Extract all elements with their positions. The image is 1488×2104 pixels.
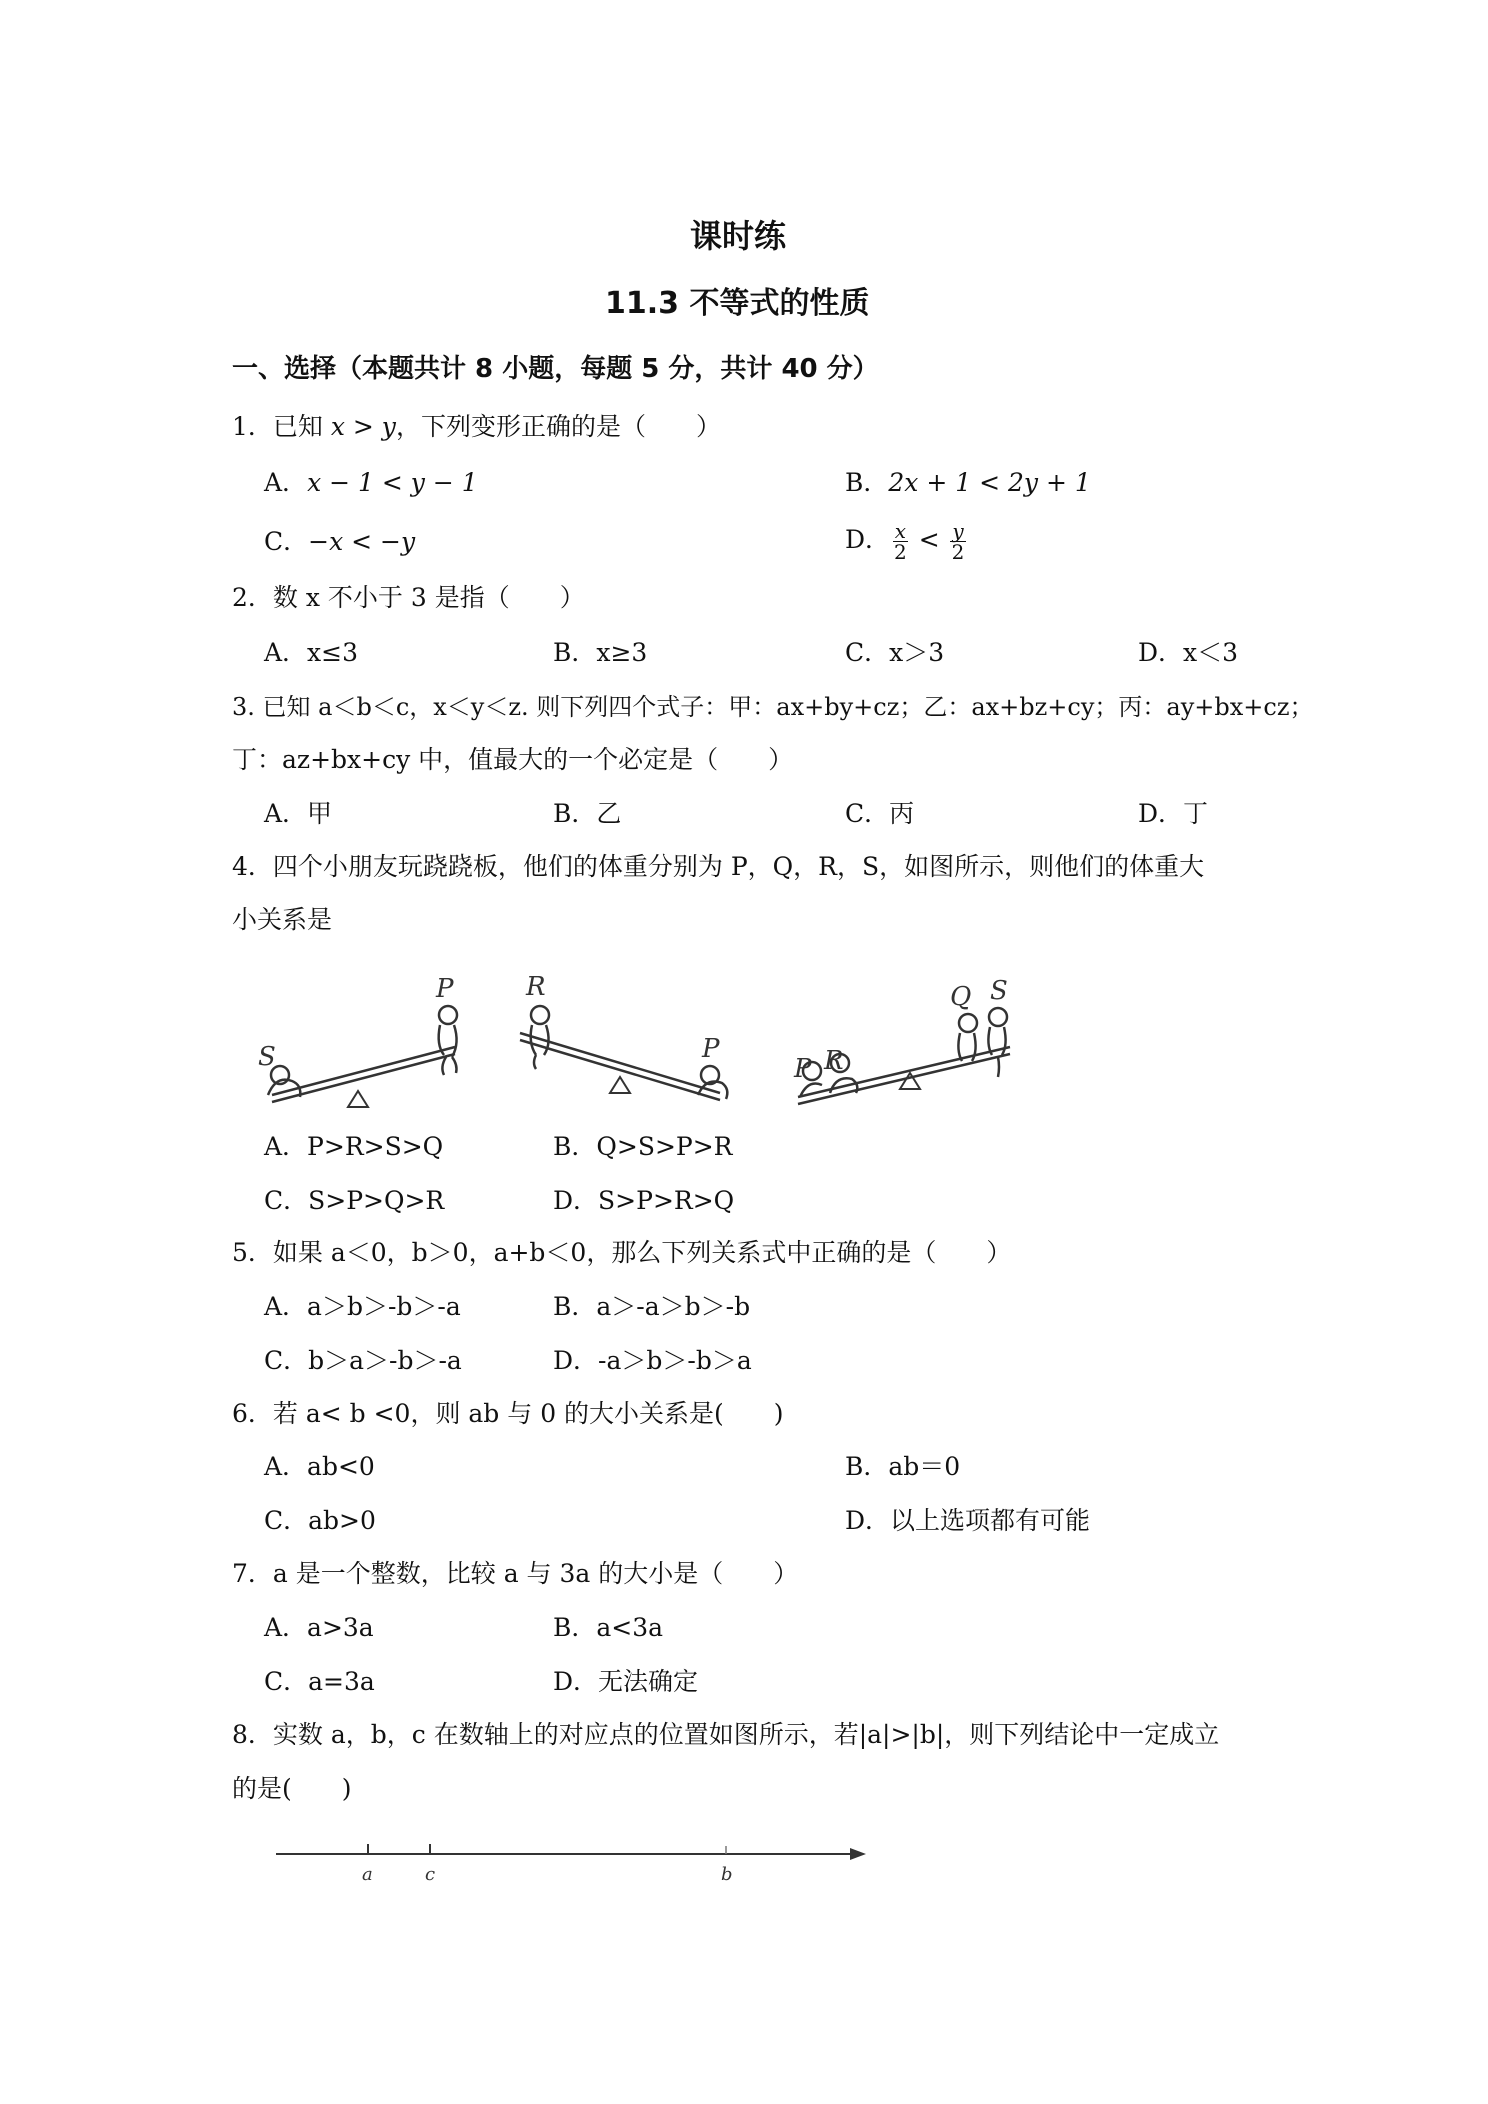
question-3-option-c: C．丙	[845, 799, 915, 828]
q1-stem-pre: 1．已知	[232, 412, 331, 441]
q1-d-less-than: <	[918, 525, 940, 554]
seesaw-1-label-p: P	[436, 974, 454, 1004]
q1-d-fraction-left: $\frac{x}{2}$	[894, 519, 907, 564]
q1-c-math: −x < −y	[308, 527, 416, 556]
question-4-option-c: C．S>P>Q>R	[264, 1186, 445, 1215]
question-3-option-d: D．丁	[1138, 799, 1209, 828]
seesaw-2-label-r: R	[526, 972, 546, 1002]
question-6-option-b: B．ab＝0	[845, 1452, 961, 1481]
question-3-option-b: B．乙	[553, 799, 622, 828]
question-4-line-2: 小关系是	[232, 905, 333, 934]
q1-d-fraction-right: $\frac{y}{2}$	[951, 519, 965, 564]
question-3-line-1: 3. 已知 a＜b＜c，x＜y＜z. 则下列四个式子：甲：ax+by+cz；乙：ax+bz+cy；丙：ay+bx+cz；	[232, 693, 1314, 721]
question-7-option-a: A．a>3a	[264, 1613, 374, 1642]
q1-a-label: A．	[264, 468, 308, 497]
question-5-option-d: D．-a＞b＞-b＞a	[553, 1346, 752, 1375]
seesaw-3-label-q: Q	[950, 982, 972, 1012]
document-subtitle: 11.3 不等式的性质	[605, 286, 870, 321]
question-6-option-d: D．以上选项都有可能	[845, 1506, 1091, 1535]
q1-stem-post: ，下列变形正确的是（ ）	[395, 412, 721, 441]
axis-label-c: c	[425, 1864, 436, 1885]
document-title: 课时练	[690, 217, 787, 255]
seesaw-3-label-r: R	[824, 1046, 844, 1076]
question-7-option-d: D．无法确定	[553, 1667, 699, 1696]
question-2-option-a: A．x≤3	[264, 638, 359, 667]
question-2-option-d: D．x＜3	[1138, 638, 1239, 667]
q1-b-math: 2x + 1 < 2y + 1	[888, 468, 1091, 497]
q1-b-label: B．	[845, 468, 889, 497]
question-1-option-c	[264, 525, 415, 559]
question-7-option-b: B．a<3a	[553, 1613, 664, 1642]
question-6-option-a: A．ab<0	[264, 1452, 375, 1481]
axis-label-b: b	[721, 1864, 733, 1885]
question-8-line-1: 8．实数 a，b，c 在数轴上的对应点的位置如图所示，若|a|>|b|，则下列结论中一定成立	[232, 1720, 1220, 1749]
question-2-option-c: C．x＞3	[845, 638, 945, 667]
question-5-stem: 5．如果 a＜0，b＞0，a+b＜0，那么下列关系式中正确的是（ ）	[232, 1238, 1012, 1267]
question-5-option-c: C．b＞a＞-b＞-a	[264, 1346, 462, 1375]
seesaw-1-label-s: S	[258, 1042, 276, 1072]
question-4-option-d: D．S>P>R>Q	[553, 1186, 735, 1215]
question-2-option-b: B．x≥3	[553, 638, 648, 667]
q1-a-math: x − 1 < y − 1	[307, 468, 478, 497]
question-8-line-2: 的是( )	[232, 1774, 352, 1803]
axis-label-a: a	[362, 1864, 373, 1885]
q1-d-label: D．	[845, 525, 891, 554]
question-1-option-a	[264, 466, 478, 500]
seesaw-2-label-p: P	[702, 1034, 720, 1064]
question-5-option-a: A．a＞b＞-b＞-a	[264, 1292, 461, 1321]
seesaw-3-label-s: S	[990, 976, 1008, 1006]
number-line-figure	[270, 1830, 870, 1890]
question-2-stem: 2．数 x 不小于 3 是指（ ）	[232, 583, 585, 612]
seesaw-3-label-p: P	[794, 1054, 812, 1084]
question-1-stem	[232, 410, 721, 444]
seesaw-figure	[250, 965, 1070, 1125]
question-3-option-a: A．甲	[264, 799, 333, 828]
question-4-option-b: B．Q>S>P>R	[553, 1132, 733, 1161]
question-4-option-a: A．P>R>S>Q	[264, 1132, 444, 1161]
question-6-stem: 6．若 a< b <0，则 ab 与 0 的大小关系是( )	[232, 1399, 784, 1428]
q1-c-label: C．	[264, 527, 309, 556]
question-6-option-c: C．ab>0	[264, 1506, 376, 1535]
section-heading: 一、选择（本题共计 8 小题，每题 5 分，共计 40 分）	[232, 354, 879, 384]
question-3-line-2: 丁：az+bx+cy 中，值最大的一个必定是（ ）	[232, 745, 794, 774]
seesaw-2	[520, 1006, 727, 1100]
question-1-option-b	[845, 466, 1091, 500]
question-5-option-b: B．a＞-a＞b＞-b	[553, 1292, 751, 1321]
question-4-line-1: 4．四个小朋友玩跷跷板，他们的体重分别为 P，Q，R，S，如图所示，则他们的体重大	[232, 852, 1205, 881]
question-1-option-d	[845, 516, 968, 564]
question-7-stem: 7．a 是一个整数，比较 a 与 3a 的大小是（ ）	[232, 1559, 799, 1588]
question-7-option-c: C．a=3a	[264, 1667, 375, 1696]
q1-stem-math: x > y	[330, 412, 396, 441]
seesaw-1	[268, 1006, 457, 1107]
number-line-arrow	[850, 1848, 866, 1860]
